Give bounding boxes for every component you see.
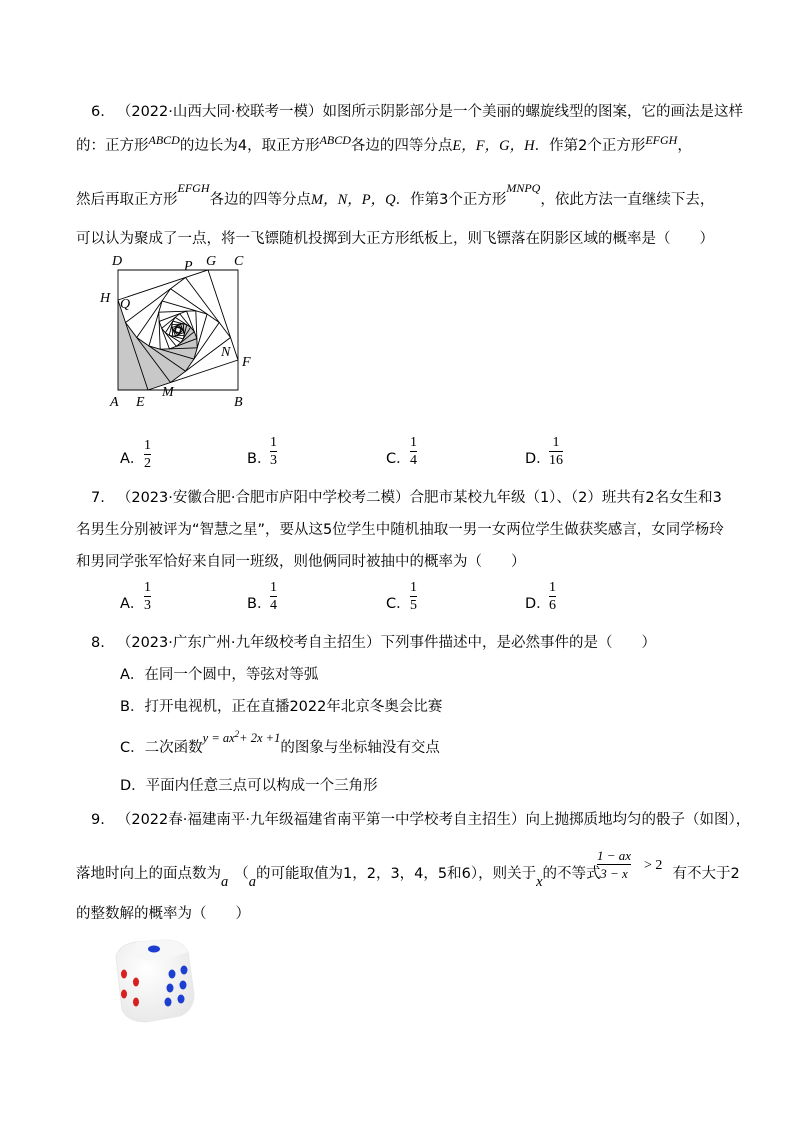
label-f: F (242, 355, 251, 370)
label-h: H (100, 291, 111, 306)
q7-line1: 7. （2023·安徽合肥·合肥市庐阳中学校考二模）合肥市某校九年级（1）、（2）班共有2名女生和3 (91, 490, 722, 506)
q9-line2: 落地时向上的面点数为a （a的可能取值为1，2，3，4，5和6），则关于x的不等式 有不大于2 (76, 866, 740, 890)
q9-line3: 的整数解的概率为（ ） (76, 906, 250, 922)
spiral-figure (96, 248, 266, 410)
q8-option-b[interactable]: B．打开电视机，正在直播2022年北京冬奥会比赛 (120, 699, 443, 715)
q6-line4: 可以认为聚成了一点，将一飞镖随机投掷到大正方形纸板上，则飞镖落在阴影区域的概率是（ ） (76, 231, 714, 247)
spiral-square (175, 327, 180, 332)
label-c: C (234, 254, 244, 269)
label-p: P (184, 259, 193, 274)
q8-option-c[interactable]: C．二次函数$y = ax^2+ 2x +1$的图象与坐标轴没有交点 (120, 728, 440, 756)
q7-line3: 和男同学张军恰好来自同一班级，则他俩同时被抽中的概率为（ ） (76, 554, 526, 570)
q7-number: 7. (91, 490, 105, 506)
q7-line2: 名男生分别被评为“智慧之星”，要从这5位学生中随机抽取一男一女两位学生做获奖感言，女同学杨玲 (76, 522, 724, 538)
inequality-fraction: 1 − ax 3 − x (597, 848, 632, 881)
label-d: D (112, 254, 123, 269)
q8-line1: 8. （2023·广东广州·九年级校考自主招生）下列事件描述中，是必然事件的是（ ） (91, 635, 656, 651)
q8-option-d[interactable]: D．平面内任意三点可以构成一个三角形 (120, 778, 378, 794)
q9-line1: 9. （2022春·福建南平·九年级福建省南平第一中学校考自主招生）向上抛掷质地均匀的骰子（如图）， (91, 812, 751, 828)
q8-option-a[interactable]: A．在同一个圆中，等弦对等弧 (120, 667, 319, 683)
label-a: A (110, 395, 119, 410)
q6-line2: 的：正方形$^{ABCD}$的边长为4，取正方形$^{ABCD}$各边的四等分点E，F，G，H．作第2个正方形$^{EFGH}$， (76, 133, 692, 154)
label-e: E (136, 395, 145, 410)
q9-number: 9. (91, 812, 105, 828)
dice-image (106, 936, 202, 1030)
q6-line3: 然后再取正方形$^{EFGH}$各边的四等分点M，N，P，Q．作第3个正方形$^{MNPQ}$，依此方法一直继续下去， (76, 181, 715, 208)
inequality-gt: > 2 (644, 858, 663, 873)
q6-line1: 6. （2022·山西大同·校联考一模）如图所示阴影部分是一个美丽的螺旋线型的图案，它的画法是这样 (91, 104, 743, 120)
label-n: N (221, 345, 231, 360)
q8-number: 8. (91, 635, 105, 651)
label-g: G (206, 254, 217, 269)
label-q: Q (120, 297, 131, 312)
label-b: B (234, 395, 243, 410)
spiral-squares (118, 270, 238, 390)
label-m: M (162, 385, 174, 400)
q6-number: 6. (91, 104, 105, 120)
